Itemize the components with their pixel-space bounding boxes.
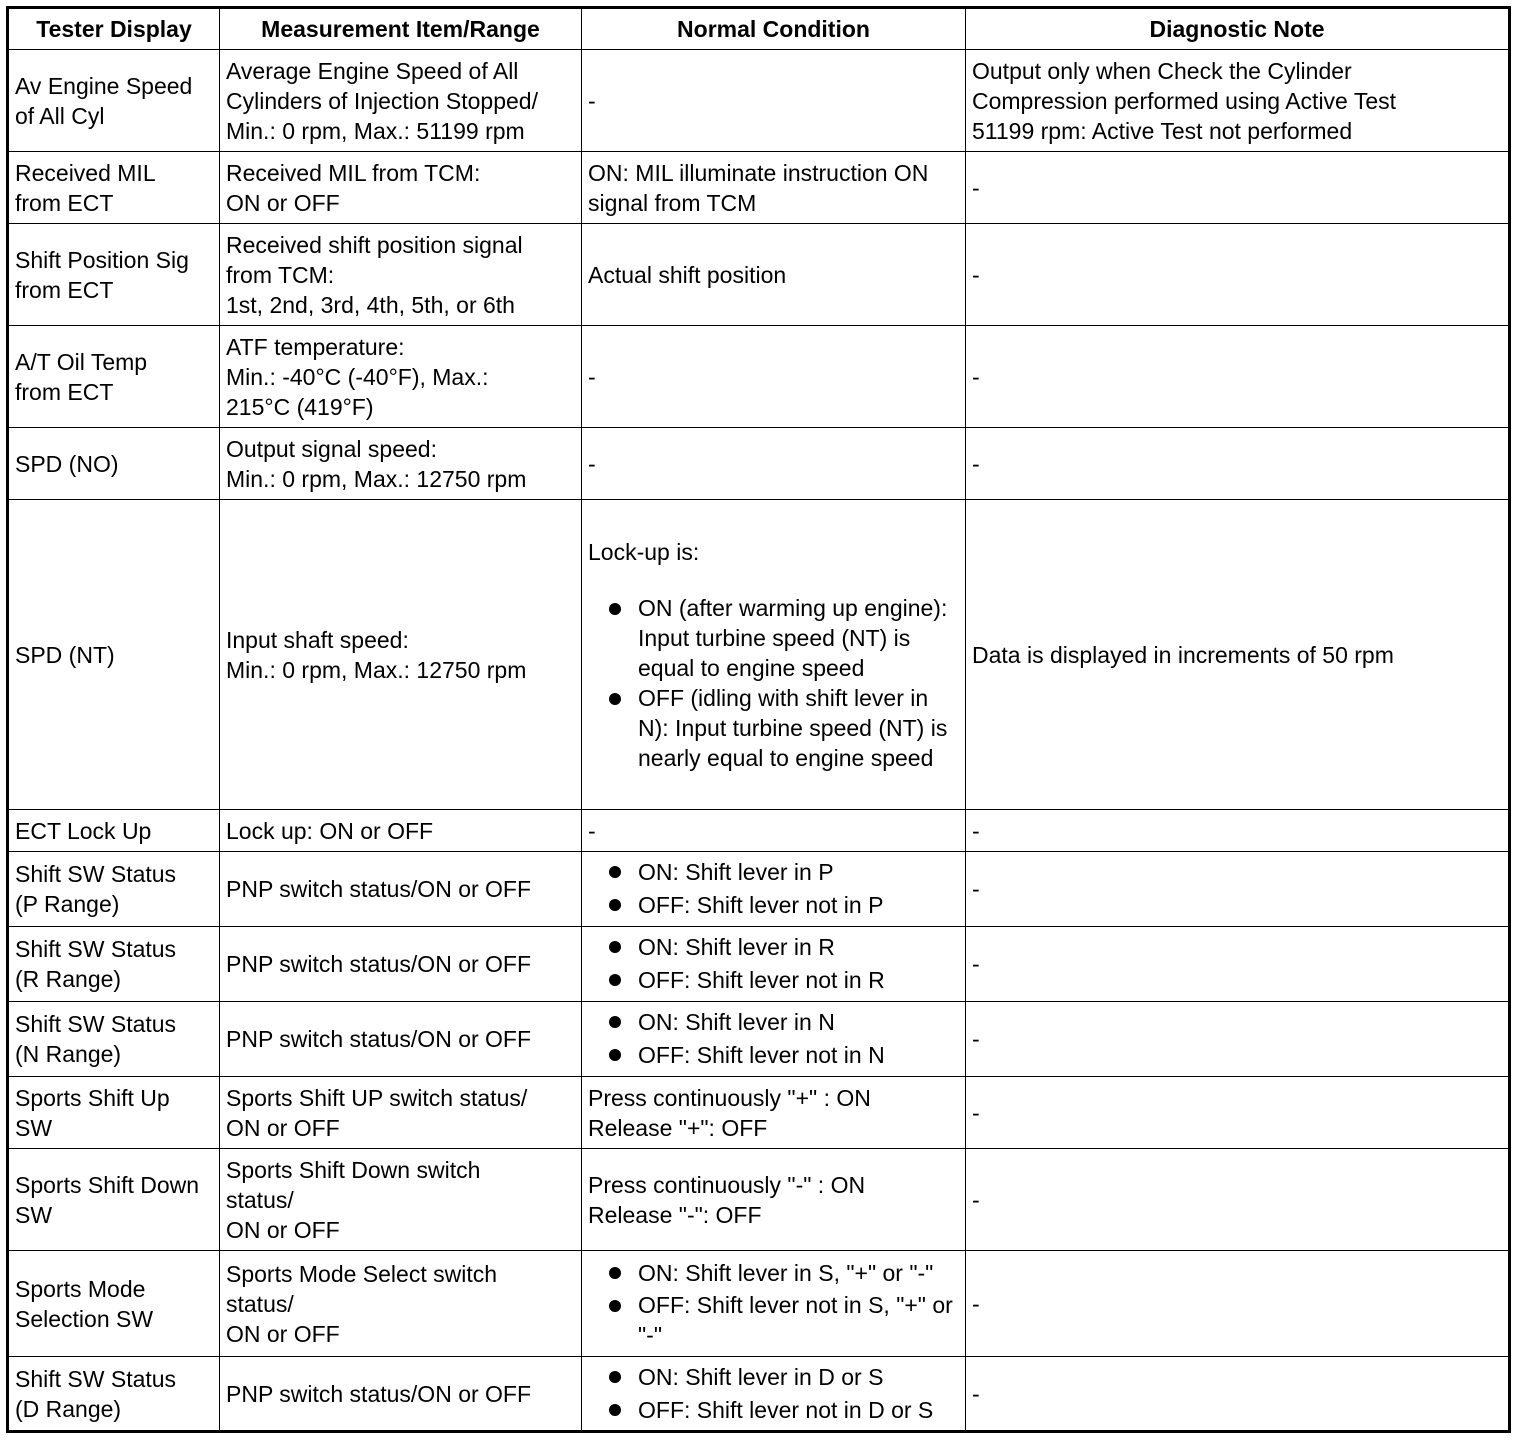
bullet-item: ON: Shift lever in N: [588, 1006, 959, 1039]
tester-display-cell: Shift SW Status (R Range): [8, 927, 220, 1002]
bullet-list: [588, 931, 959, 997]
diagnostic-note-cell: Output only when Check the Cylinder Compression performed using Active Test 51199 rpm: Active Test not performed: [966, 50, 1510, 152]
table-row: [8, 1002, 1510, 1077]
normal-condition-cell: [582, 500, 966, 810]
table-row: [8, 1149, 1510, 1251]
bullet-list: [588, 593, 959, 773]
bullet-list: [588, 1361, 959, 1427]
header-normal-condition: Normal Condition: [582, 8, 966, 50]
measurement-cell: Sports Shift UP switch status/ ON or OFF: [220, 1077, 582, 1149]
diagnostic-note-cell: -: [966, 428, 1510, 500]
tester-display-cell: Sports Shift Down SW: [8, 1149, 220, 1251]
measurement-cell: Received shift position signal from TCM: 1st, 2nd, 3rd, 4th, 5th, or 6th: [220, 224, 582, 326]
normal-condition-cell: [582, 927, 966, 1002]
tester-display-cell: Shift SW Status (D Range): [8, 1357, 220, 1432]
normal-condition-cell: [582, 852, 966, 927]
table-row: [8, 224, 1510, 326]
normal-condition-cell: [582, 1357, 966, 1432]
diagnostic-note-cell: -: [966, 1077, 1510, 1149]
tester-display-cell: Shift SW Status (P Range): [8, 852, 220, 927]
header-measurement-item: Measurement Item/Range: [220, 8, 582, 50]
bullet-item: ON (after warming up engine): Input turbine speed (NT) is equal to engine speed: [588, 593, 959, 683]
measurement-cell: PNP switch status/ON or OFF: [220, 927, 582, 1002]
normal-condition-cell: Press continuously "+" : ON Release "+": OFF: [582, 1077, 966, 1149]
table-row: [8, 810, 1510, 852]
measurement-cell: PNP switch status/ON or OFF: [220, 852, 582, 927]
bullet-item: OFF: Shift lever not in P: [588, 889, 959, 922]
header-tester-display: Tester Display: [8, 8, 220, 50]
bullet-item: OFF: Shift lever not in S, "+" or "-": [588, 1290, 959, 1350]
table-row: [8, 326, 1510, 428]
diagnostic-note-cell: Data is displayed in increments of 50 rpm: [966, 500, 1510, 810]
data-list-table-container: [6, 6, 1511, 1433]
measurement-cell: ATF temperature: Min.: -40°C (-40°F), Max.: 215°C (419°F): [220, 326, 582, 428]
table-row: [8, 1077, 1510, 1149]
table-row: [8, 852, 1510, 927]
tester-display-cell: Shift Position Sig from ECT: [8, 224, 220, 326]
bullet-item: ON: Shift lever in P: [588, 856, 959, 889]
normal-condition-cell: [582, 1251, 966, 1357]
table-row: [8, 1251, 1510, 1357]
normal-condition-cell: ON: MIL illuminate instruction ON signal from TCM: [582, 152, 966, 224]
table-row: [8, 428, 1510, 500]
normal-condition-cell: Press continuously "-" : ON Release "-": OFF: [582, 1149, 966, 1251]
normal-condition-cell: [582, 1002, 966, 1077]
diagnostic-note-cell: -: [966, 1149, 1510, 1251]
bullet-item: OFF: Shift lever not in D or S: [588, 1394, 959, 1427]
diagnostic-note-cell: -: [966, 927, 1510, 1002]
tester-display-cell: A/T Oil Temp from ECT: [8, 326, 220, 428]
table-row: [8, 1357, 1510, 1432]
normal-condition-cell: -: [582, 428, 966, 500]
tester-display-cell: SPD (NO): [8, 428, 220, 500]
measurement-cell: Sports Shift Down switch status/ ON or OFF: [220, 1149, 582, 1251]
data-list-table: [6, 6, 1511, 1433]
tester-display-cell: SPD (NT): [8, 500, 220, 810]
diagnostic-note-cell: -: [966, 1357, 1510, 1432]
lock-up-lead-text: Lock-up is:: [588, 538, 700, 565]
tester-display-cell: ECT Lock Up: [8, 810, 220, 852]
table-row: [8, 927, 1510, 1002]
measurement-cell: Lock up: ON or OFF: [220, 810, 582, 852]
table-row: [8, 500, 1510, 810]
measurement-cell: PNP switch status/ON or OFF: [220, 1357, 582, 1432]
diagnostic-note-cell: -: [966, 1002, 1510, 1077]
bullet-item: ON: Shift lever in S, "+" or "-": [588, 1257, 959, 1290]
bullet-list: [588, 1006, 959, 1072]
diagnostic-note-cell: -: [966, 326, 1510, 428]
diagnostic-note-cell: -: [966, 852, 1510, 927]
bullet-item: OFF: Shift lever not in R: [588, 964, 959, 997]
diagnostic-note-cell: -: [966, 224, 1510, 326]
measurement-cell: Received MIL from TCM: ON or OFF: [220, 152, 582, 224]
measurement-cell: Sports Mode Select switch status/ ON or OFF: [220, 1251, 582, 1357]
measurement-cell: PNP switch status/ON or OFF: [220, 1002, 582, 1077]
measurement-cell: Average Engine Speed of All Cylinders of Injection Stopped/ Min.: 0 rpm, Max.: 51199 rpm: [220, 50, 582, 152]
diagnostic-note-cell: -: [966, 810, 1510, 852]
normal-condition-cell: -: [582, 50, 966, 152]
table-row: [8, 152, 1510, 224]
tester-display-cell: Shift SW Status (N Range): [8, 1002, 220, 1077]
bullet-item: OFF: Shift lever not in N: [588, 1039, 959, 1072]
diagnostic-note-cell: -: [966, 152, 1510, 224]
header-diagnostic-note: Diagnostic Note: [966, 8, 1510, 50]
spacer: [588, 567, 959, 593]
measurement-cell: Input shaft speed: Min.: 0 rpm, Max.: 12750 rpm: [220, 500, 582, 810]
bullet-item: ON: Shift lever in D or S: [588, 1361, 959, 1394]
bullet-list: [588, 856, 959, 922]
diagnostic-note-cell: -: [966, 1251, 1510, 1357]
bullet-item: OFF (idling with shift lever in N): Input turbine speed (NT) is nearly equal to engine speed: [588, 683, 959, 773]
table-row: [8, 50, 1510, 152]
normal-condition-cell: -: [582, 810, 966, 852]
bullet-item: ON: Shift lever in R: [588, 931, 959, 964]
tester-display-cell: Av Engine Speed of All Cyl: [8, 50, 220, 152]
tester-display-cell: Received MIL from ECT: [8, 152, 220, 224]
measurement-cell: Output signal speed: Min.: 0 rpm, Max.: 12750 rpm: [220, 428, 582, 500]
tester-display-cell: Sports Mode Selection SW: [8, 1251, 220, 1357]
normal-condition-cell: -: [582, 326, 966, 428]
normal-condition-cell: Actual shift position: [582, 224, 966, 326]
header-row: [8, 8, 1510, 50]
bullet-list: [588, 1257, 959, 1350]
tester-display-cell: Sports Shift Up SW: [8, 1077, 220, 1149]
